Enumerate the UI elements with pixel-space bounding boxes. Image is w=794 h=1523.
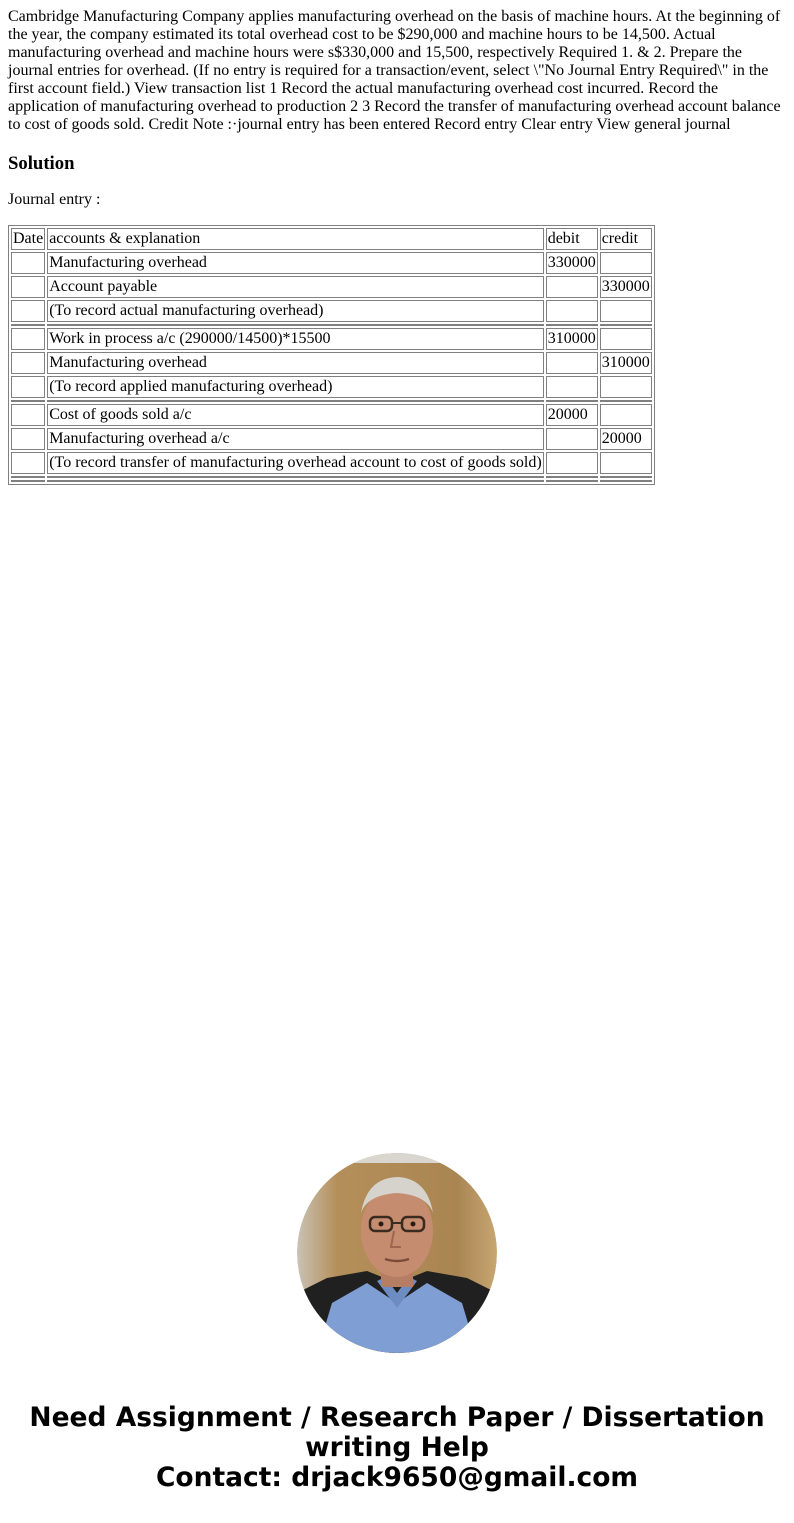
- row-date: [11, 276, 45, 298]
- row-date: [11, 352, 45, 374]
- row-credit: [600, 404, 652, 426]
- separator-cell: [47, 400, 543, 402]
- row-credit: 330000: [600, 276, 652, 298]
- journal-header-row: [11, 228, 652, 250]
- table-row: [11, 300, 652, 322]
- separator-cell: [546, 324, 598, 326]
- journal-table: [8, 225, 655, 485]
- table-row: [11, 328, 652, 350]
- separator-cell: [600, 476, 652, 478]
- table-row: [11, 352, 652, 374]
- table-row: [11, 452, 652, 474]
- row-account: Cost of goods sold a/c: [47, 404, 543, 426]
- row-debit: [546, 276, 598, 298]
- separator-cell: [11, 480, 45, 482]
- header-date: Date: [11, 228, 45, 250]
- table-row: [11, 428, 652, 450]
- table-row: [11, 276, 652, 298]
- promo-text: [0, 1403, 794, 1493]
- row-debit: [546, 428, 598, 450]
- separator-cell: [11, 476, 45, 478]
- row-credit: 310000: [600, 352, 652, 374]
- row-date: [11, 252, 45, 274]
- row-debit: 20000: [546, 404, 598, 426]
- row-credit: [600, 328, 652, 350]
- row-credit: 20000: [600, 428, 652, 450]
- row-debit: [546, 452, 598, 474]
- table-row: [11, 252, 652, 274]
- separator-cell: [47, 476, 543, 478]
- row-account: (To record transfer of manufacturing overhead account to cost of goods sold): [47, 452, 543, 474]
- row-debit: [546, 352, 598, 374]
- row-account: Manufacturing overhead: [47, 352, 543, 374]
- row-debit: [546, 300, 598, 322]
- header-accounts: accounts & explanation: [47, 228, 543, 250]
- row-credit: [600, 300, 652, 322]
- row-account: Manufacturing overhead: [47, 252, 543, 274]
- separator-cell: [11, 400, 45, 402]
- separator-cell: [47, 324, 543, 326]
- separator-cell: [546, 476, 598, 478]
- row-account: Manufacturing overhead a/c: [47, 428, 543, 450]
- promo-line-1: Need Assignment / Research Paper / Dissertation: [29, 1402, 765, 1433]
- row-debit: 330000: [546, 252, 598, 274]
- separator-cell: [600, 400, 652, 402]
- table-separator-row: [11, 400, 652, 402]
- row-credit: [600, 452, 652, 474]
- row-date: [11, 428, 45, 450]
- row-credit: [600, 252, 652, 274]
- separator-cell: [546, 480, 598, 482]
- promo-line-2: writing Help: [305, 1432, 489, 1463]
- journal-table-body: [11, 228, 652, 482]
- row-account: (To record applied manufacturing overhead): [47, 376, 543, 398]
- row-date: [11, 404, 45, 426]
- separator-cell: [546, 400, 598, 402]
- separator-cell: [47, 480, 543, 482]
- row-date: [11, 376, 45, 398]
- separator-cell: [600, 480, 652, 482]
- separator-cell: [600, 324, 652, 326]
- table-row: [11, 376, 652, 398]
- row-date: [11, 300, 45, 322]
- table-separator-row: [11, 324, 652, 326]
- journal-entry-label: Journal entry :: [8, 191, 101, 208]
- question-text: Cambridge Manufacturing Company applies manufacturing overhead on the basis of machine hours. At the beginning of the year, the company estimated its total overhead cost to be $290,000 and machine hours to be 14,500. Actual manufacturing overhead and machine hours were s$330,000 and 15,500, respectively Required 1. & 2. Prepare the journal entries for overhead. (If no entry is required for a transaction/event, select \"No Journal Entry Required\" in the first account field.) View transaction list 1 Record the actual manufacturing overhead cost incurred. Record the application of manufacturing overhead to production 2 3 Record the transfer of manufacturing overhead account balance to cost of goods sold. Credit Note :·journal entry has been entered Record entry Clear entry View general journal: [8, 8, 781, 133]
- separator-cell: [11, 324, 45, 326]
- header-debit: debit: [546, 228, 598, 250]
- row-account: Account payable: [47, 276, 543, 298]
- promo-section: [0, 1153, 794, 1493]
- row-account: (To record actual manufacturing overhead): [47, 300, 543, 322]
- row-date: [11, 328, 45, 350]
- table-separator-row: [11, 480, 652, 482]
- table-row: [11, 404, 652, 426]
- table-separator-row: [11, 476, 652, 478]
- row-account: Work in process a/c (290000/14500)*15500: [47, 328, 543, 350]
- promo-line-3: Contact: drjack9650@gmail.com: [155, 1462, 639, 1493]
- row-debit: 310000: [546, 328, 598, 350]
- page-content: [0, 0, 794, 485]
- row-debit: [546, 376, 598, 398]
- row-date: [11, 452, 45, 474]
- header-credit: credit: [600, 228, 652, 250]
- solution-heading: Solution: [8, 153, 75, 174]
- author-avatar: [297, 1153, 497, 1353]
- row-credit: [600, 376, 652, 398]
